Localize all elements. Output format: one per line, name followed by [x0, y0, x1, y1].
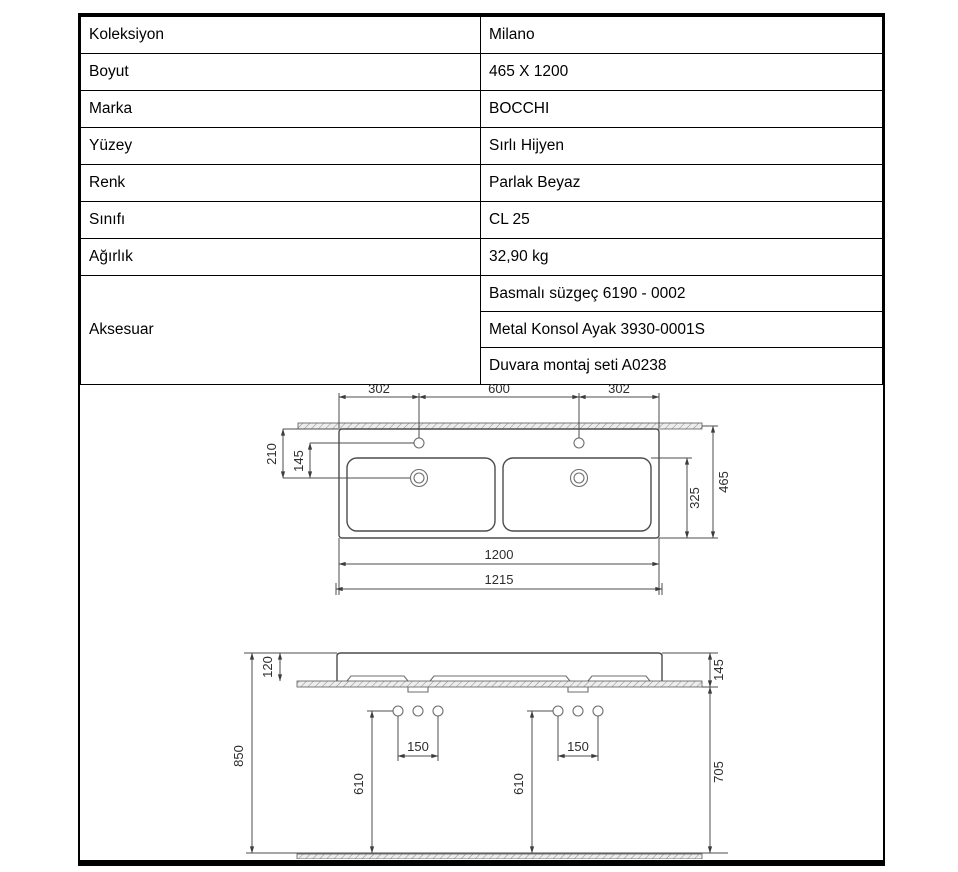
drain-outlet-left — [408, 687, 428, 692]
row-label: Marka — [81, 91, 481, 128]
spec-row-koleksiyon — [81, 17, 883, 54]
spec-row-aksesuar — [81, 276, 883, 312]
mounting-shelf — [297, 681, 702, 687]
row-value: CL 25 — [481, 202, 883, 239]
row-label: Sınıfı — [81, 202, 481, 239]
dim-label-325: 325 — [687, 487, 702, 509]
plumbing-group-left — [351, 706, 443, 853]
row-value: Milano — [481, 17, 883, 54]
drain-outlet-right — [568, 687, 588, 692]
dim-widths — [336, 538, 662, 595]
row-value: BOCCHI — [481, 91, 883, 128]
row-label: Renk — [81, 165, 481, 202]
spec-row-marka — [81, 91, 883, 128]
accessory-value: Basmalı süzgeç 6190 - 0002 — [481, 276, 883, 312]
row-value: Sırlı Hijyen — [481, 128, 883, 165]
dim-label-600: 600 — [488, 384, 510, 396]
dim-label-1200: 1200 — [484, 547, 514, 562]
document-frame — [78, 13, 885, 866]
row-value: Parlak Beyaz — [481, 165, 883, 202]
left-basin — [347, 458, 495, 531]
dim-label-150-right: 150 — [567, 739, 589, 754]
dim-label-145-top: 145 — [291, 450, 306, 472]
left-drain — [411, 470, 428, 487]
dim-label-465: 465 — [716, 471, 731, 493]
row-label: Ağırlık — [81, 239, 481, 276]
row-label-aksesuar: Aksesuar — [81, 276, 481, 385]
spec-row-yuzey — [81, 128, 883, 165]
spec-row-agirlik — [81, 239, 883, 276]
row-label: Koleksiyon — [81, 17, 481, 54]
dim-label-302-left: 302 — [368, 384, 390, 396]
sink-outline-top — [339, 429, 659, 538]
dim-label-302-right: 302 — [608, 384, 630, 396]
dim-label-210: 210 — [264, 443, 279, 465]
dim-right-depths — [651, 426, 731, 538]
dim-label-705: 705 — [711, 761, 726, 783]
spec-row-renk — [81, 165, 883, 202]
top-view-drawing — [264, 384, 731, 595]
dim-label-145-front: 145 — [711, 659, 726, 681]
basin-bottom-right — [588, 676, 650, 681]
plumbing-group-right — [511, 706, 603, 853]
dim-label-150-left: 150 — [407, 739, 429, 754]
floor — [246, 853, 728, 859]
row-value: 32,90 kg — [481, 239, 883, 276]
spec-row-sinifi — [81, 202, 883, 239]
row-label: Boyut — [81, 54, 481, 91]
dim-label-120: 120 — [260, 656, 275, 678]
dim-label-1215: 1215 — [484, 572, 514, 587]
accessory-value: Duvara montaj seti A0238 — [481, 348, 883, 385]
technical-drawing — [80, 384, 883, 859]
row-label: Yüzey — [81, 128, 481, 165]
spec-row-boyut — [81, 54, 883, 91]
right-faucet-hole — [574, 438, 584, 448]
dim-label-610-right: 610 — [511, 773, 526, 795]
spec-table — [80, 16, 883, 385]
left-faucet-hole — [414, 438, 424, 448]
basin-bottom-mid — [430, 676, 570, 681]
sink-outline-front — [337, 653, 662, 681]
row-value: 465 X 1200 — [481, 54, 883, 91]
wall-strip — [298, 423, 702, 429]
accessory-value: Metal Konsol Ayak 3930-0001S — [481, 312, 883, 348]
dim-label-850: 850 — [231, 745, 246, 767]
right-basin — [503, 458, 651, 531]
front-view-drawing — [231, 653, 728, 859]
basin-bottom-left — [347, 676, 408, 681]
dim-label-610-left: 610 — [351, 773, 366, 795]
right-drain — [571, 470, 588, 487]
dim-hole-offsets — [339, 384, 659, 438]
